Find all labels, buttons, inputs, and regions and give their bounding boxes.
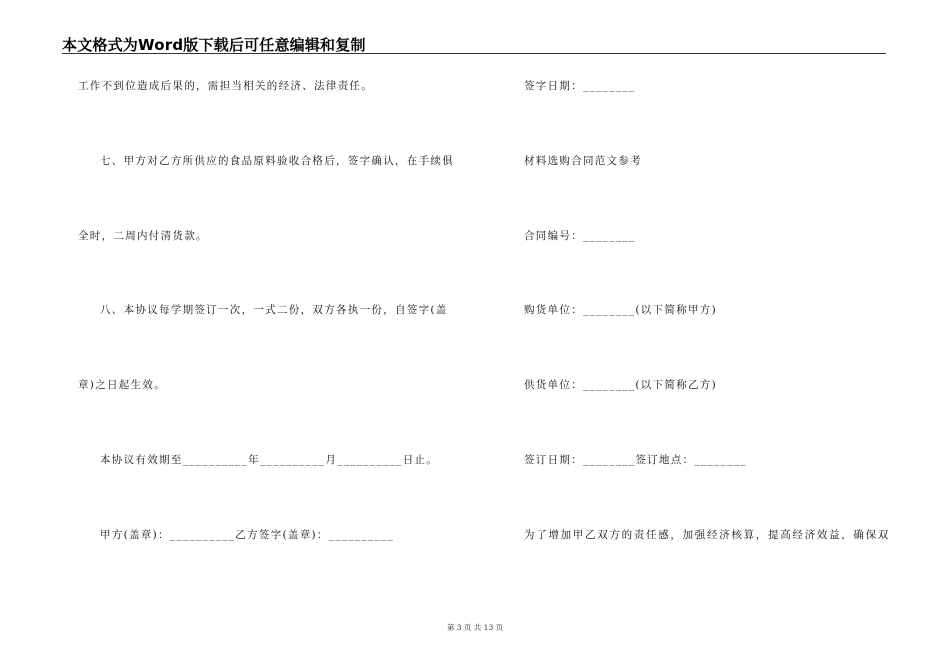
page-number: 第 3 页 共 13 页	[446, 623, 504, 632]
right-line-2: 材料选购合同范文参考	[524, 155, 642, 167]
left-line-7: 甲方(盖章)：__________乙方签字(盖章)：__________	[100, 529, 395, 541]
right-line-6: 签订日期：________签订地点：________	[524, 454, 747, 466]
left-line-1: 工作不到位造成后果的，需担当相关的经济、法律责任。	[78, 80, 373, 92]
page-header-title: 本文格式为Word版下载后可任意编辑和复制	[62, 36, 366, 54]
left-line-5: 章)之日起生效。	[78, 379, 166, 391]
left-line-6: 本协议有效期至__________年__________月__________日止。	[100, 454, 439, 466]
left-line-2: 七、甲方对乙方所供应的食品原料验收合格后，签字确认，在手续俱	[100, 155, 454, 167]
right-line-3: 合同编号：________	[524, 230, 636, 242]
left-line-3: 全时，二周内付清货款。	[78, 230, 208, 242]
right-line-1: 签字日期：________	[524, 80, 636, 92]
right-line-5: 供货单位：________(以下简称乙方)	[524, 379, 717, 391]
right-line-4: 购货单位：________(以下简称甲方)	[524, 304, 717, 316]
header-divider	[62, 53, 886, 54]
right-line-7: 为了增加甲乙双方的责任感，加强经济核算，提高经济效益，确保双	[524, 529, 890, 541]
left-line-4: 八、本协议每学期签订一次，一式二份，双方各执一份，自签字(盖	[100, 304, 448, 316]
